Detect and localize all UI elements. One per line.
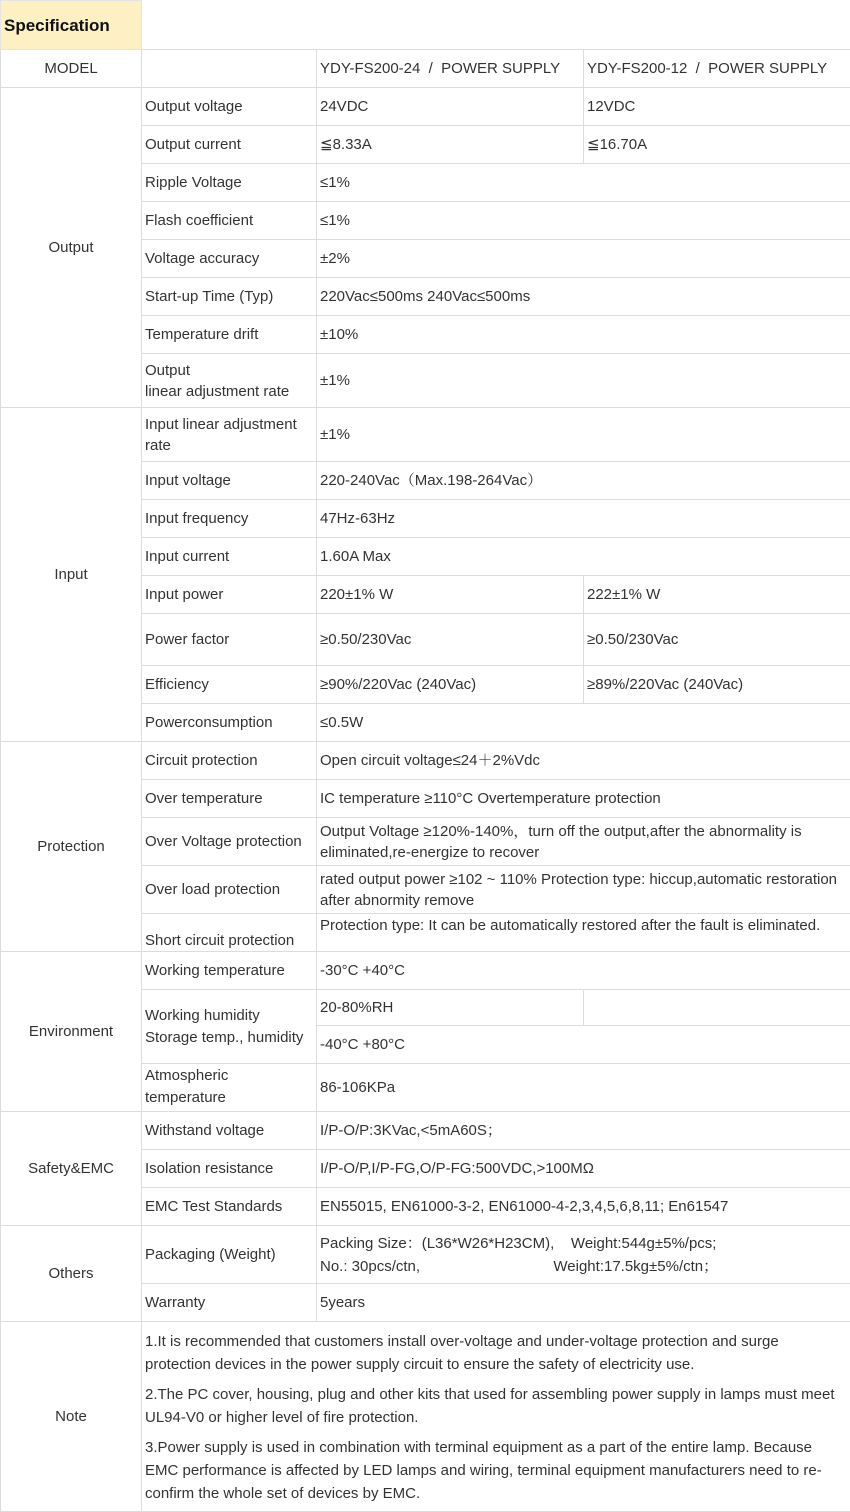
table-title: Specification (1, 1, 142, 50)
note-item: 3.Power supply is used in combination with terminal equipment as a part of the entire lamp. Because EMC performance is affected by LED lamps and wiring, terminal equipment manufacturers need to re-confirm the whole set of devices by EMC. (145, 1436, 847, 1505)
output-voltage-v2: 12VDC (584, 88, 850, 126)
atmospheric-label: Atmospheric temperature (142, 1064, 317, 1112)
power-factor-v2: ≥0.50/230Vac (584, 614, 850, 666)
startup-label: Start-up Time (Typ) (142, 278, 317, 316)
withstand-label: Withstand voltage (142, 1112, 317, 1150)
accuracy-label: Voltage accuracy (142, 240, 317, 278)
isolation-label: Isolation resistance (142, 1150, 317, 1188)
group-protection: Protection (1, 742, 142, 952)
drift-label: Temperature drift (142, 316, 317, 354)
storage-label: Storage temp., humidity (142, 1026, 317, 1064)
isolation-value: I/P-O/P,I/P-FG,O/P-FG:500VDC,>100MΩ (317, 1150, 850, 1188)
model-spacer-cell (142, 50, 317, 88)
table-row (1, 88, 850, 126)
over-voltage-label: Over Voltage protection (142, 818, 317, 866)
efficiency-v2: ≥89%/220Vac (240Vac) (584, 666, 850, 704)
group-safety: Safety&EMC (1, 1112, 142, 1226)
table-row (1, 742, 850, 780)
group-note: Note (1, 1322, 142, 1512)
input-frequency-label: Input frequency (142, 500, 317, 538)
power-factor-label: Power factor (142, 614, 317, 666)
input-frequency-value: 47Hz-63Hz (317, 500, 850, 538)
short-circuit-value: Protection type: It can be automatically restored after the fault is eliminated. (317, 914, 850, 952)
emc-value: EN55015, EN61000-3-2, EN61000-4-2,3,4,5,6,8,11; En61547 (317, 1188, 850, 1226)
input-current-value: 1.60A Max (317, 538, 850, 576)
power-factor-v1: ≥0.50/230Vac (317, 614, 584, 666)
model-col1: YDY-FS200-24 / POWER SUPPLY (317, 50, 584, 88)
packaging-value (317, 1226, 850, 1284)
warranty-label: Warranty (142, 1284, 317, 1322)
group-output: Output (1, 88, 142, 408)
input-voltage-label: Input voltage (142, 462, 317, 500)
output-linear-value: ±1% (317, 354, 850, 408)
table-row (1, 1112, 850, 1150)
table-row (1, 952, 850, 990)
note-item: 1.It is recommended that customers install over-voltage and under-voltage protection and surge protection devices in the power supply circuit to ensure the safety of electricity use. (145, 1330, 847, 1376)
group-environment: Environment (1, 952, 142, 1112)
input-power-v1: 220±1% W (317, 576, 584, 614)
title-blank-cell (142, 1, 850, 50)
output-linear-label (142, 354, 317, 408)
flash-value: ≤1% (317, 202, 850, 240)
model-row (1, 50, 850, 88)
consumption-label: Powerconsumption (142, 704, 317, 742)
group-others: Others (1, 1226, 142, 1322)
emc-label: EMC Test Standards (142, 1188, 317, 1226)
working-humidity-blank (584, 990, 850, 1026)
table-row (1, 1226, 850, 1284)
drift-value: ±10% (317, 316, 850, 354)
input-voltage-value: 220-240Vac（Max.198-264Vac） (317, 462, 850, 500)
output-current-v1: ≦8.33A (317, 126, 584, 164)
output-current-label: Output current (142, 126, 317, 164)
consumption-value: ≤0.5W (317, 704, 850, 742)
over-voltage-value: Output Voltage ≥120%-140%，turn off the output,after the abnormality is eliminated,re-energize to recover (317, 818, 850, 866)
input-power-v2: 222±1% W (584, 576, 850, 614)
over-load-label: Over load protection (142, 866, 317, 914)
output-current-v2: ≦16.70A (584, 126, 850, 164)
warranty-value: 5years (317, 1284, 850, 1322)
over-temperature-value: IC temperature ≥110°C Overtemperature protection (317, 780, 850, 818)
ripple-label: Ripple Voltage (142, 164, 317, 202)
output-linear-label-line1: Output (145, 360, 313, 381)
input-current-label: Input current (142, 538, 317, 576)
working-temperature-label: Working temperature (142, 952, 317, 990)
working-humidity-value: 20-80%RH (317, 990, 584, 1026)
model-col2: YDY-FS200-12 / POWER SUPPLY (584, 50, 850, 88)
efficiency-label: Efficiency (142, 666, 317, 704)
output-voltage-label: Output voltage (142, 88, 317, 126)
packaging-line1: Packing Size：(L36*W26*H23CM), Weight:544g±5%/pcs; (320, 1232, 847, 1255)
working-temperature-value: -30°C +40°C (317, 952, 850, 990)
packaging-line2: No.: 30pcs/ctn, Weight:17.5kg±5%/ctn； (320, 1255, 847, 1278)
input-power-label: Input power (142, 576, 317, 614)
efficiency-v1: ≥90%/220Vac (240Vac) (317, 666, 584, 704)
packaging-label: Packaging (Weight) (142, 1226, 317, 1284)
notes-cell (142, 1322, 850, 1512)
withstand-value: I/P-O/P:3KVac,<5mA60S； (317, 1112, 850, 1150)
atmospheric-value: 86-106KPa (317, 1064, 850, 1112)
input-linear-label: Input linear adjustment rate (142, 408, 317, 462)
output-linear-label-line2: linear adjustment rate (145, 381, 313, 402)
working-humidity-label: Working humidity (142, 990, 317, 1026)
model-label: MODEL (1, 50, 142, 88)
output-voltage-v1: 24VDC (317, 88, 584, 126)
startup-value: 220Vac≤500ms 240Vac≤500ms (317, 278, 850, 316)
note-row (1, 1322, 850, 1512)
circuit-protection-value: Open circuit voltage≤24＋2%Vdc (317, 742, 850, 780)
ripple-value: ≤1% (317, 164, 850, 202)
over-temperature-label: Over temperature (142, 780, 317, 818)
group-input: Input (1, 408, 142, 742)
flash-label: Flash coefficient (142, 202, 317, 240)
circuit-protection-label: Circuit protection (142, 742, 317, 780)
table-row (1, 408, 850, 462)
title-row (1, 1, 850, 50)
short-circuit-label: Short circuit protection (142, 914, 317, 952)
input-linear-value: ±1% (317, 408, 850, 462)
note-item: 2.The PC cover, housing, plug and other kits that used for assembling power supply in lamps must meet UL94-V0 or higher level of fire protection. (145, 1383, 847, 1429)
over-load-value: rated output power ≥102 ~ 110% Protection type: hiccup,automatic restoration after abnormity remove (317, 866, 850, 914)
storage-value: -40°C +80°C (317, 1026, 850, 1064)
accuracy-value: ±2% (317, 240, 850, 278)
